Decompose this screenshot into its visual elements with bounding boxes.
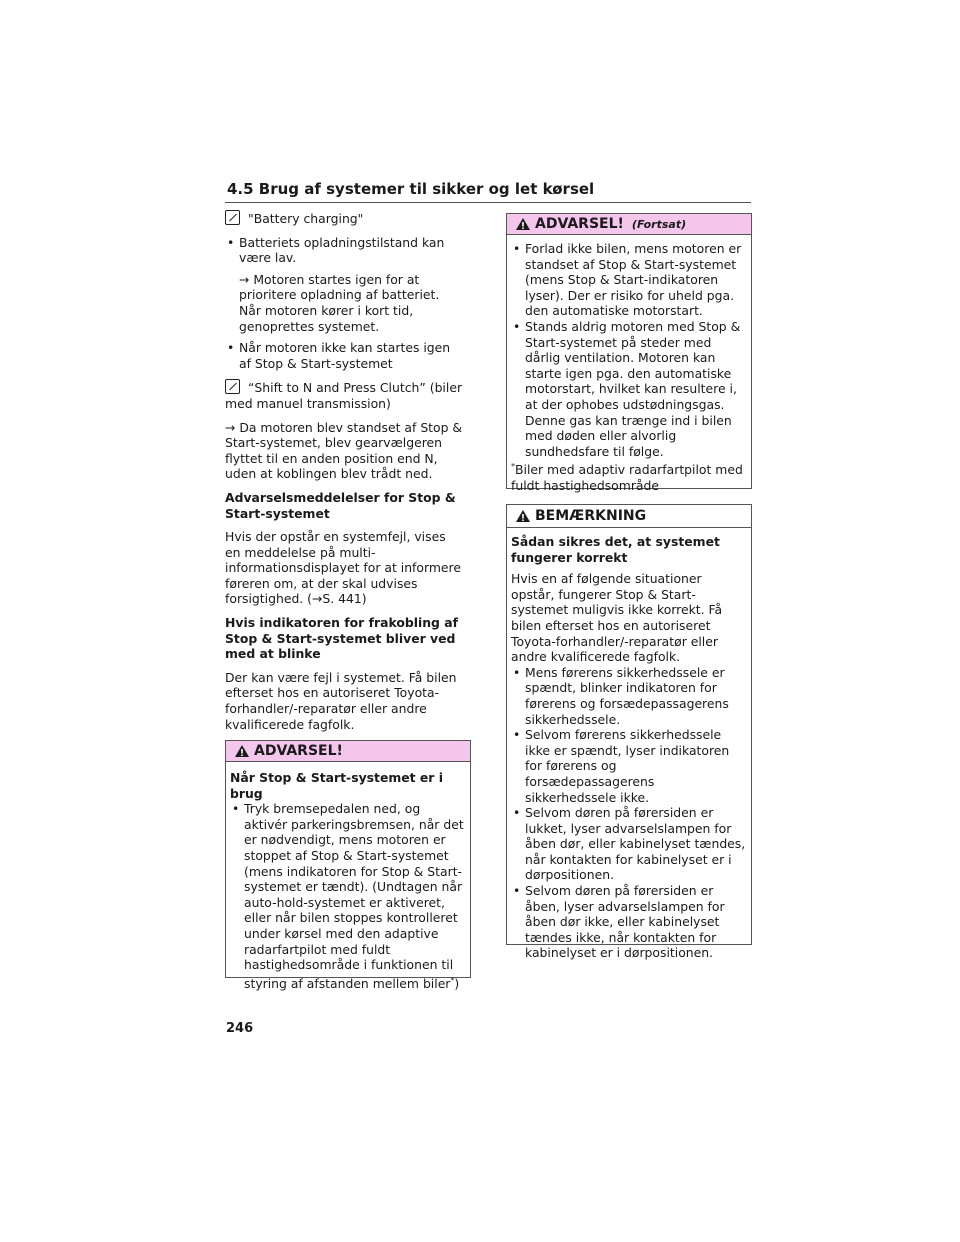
footnote-text: Biler med adaptiv radarfartpilot med fuldt hastighedsområde — [511, 462, 743, 493]
list-item: • Selvom døren på førersiden er lukket, lyser advarselslampen for åben dør, eller kabinelyset tændes, når kontakten for kabinelyset er i dørpositionen. — [511, 805, 747, 883]
message-shift — [225, 379, 465, 411]
arrow-text: → Da motoren blev standset af Stop & Start-systemet, blev gearvælgeren flyttet til en anden position end N, uden at koblingen blev trådt ned. — [225, 419, 463, 482]
subheading: Advarselsmeddelelser for Stop & Start-systemet — [225, 489, 456, 521]
warning-body — [226, 762, 470, 995]
page-number: 246 — [226, 1021, 254, 1036]
note-header — [507, 505, 751, 528]
arrow-text: → Motoren startes igen for at prioritere opladning af batteriet. Når motoren kører i kort tid, genoprettes systemet. — [239, 271, 440, 334]
warning-triangle-icon — [515, 217, 531, 231]
message-label: “Shift to N and Press Clutch” (biler med manuel transmission) — [225, 380, 463, 411]
warning-body — [507, 235, 751, 498]
paragraph: Hvis der opstår en systemfejl, vises en meddelelse på multi-informationsdisplayet for at informere føreren om, at der skal udvises forsigtighed. (→S. 441) — [225, 529, 462, 607]
list-item: • Batteriets opladningstilstand kan være lav. — [225, 235, 465, 266]
section-header — [225, 178, 751, 203]
list-item-text: Tryk bremsepedalen ned, og aktivér parkeringsbremsen, når det er nødvendigt, mens motoren er stoppet af Stop & Start-systemet (mens indikatoren for Stop & Start-systemet er tændt). (Undtagen når auto-hold-systemet er aktiveret, eller når bilen stoppes kontrolleret under kørsel med den adaptive radarfartpilot med fuldt hastighedsområde i funktionen til styring af afstanden mellem biler — [244, 801, 464, 991]
stop-start-off-icon — [225, 379, 240, 394]
footnote — [511, 459, 747, 493]
list-item: • Når motoren ikke kan startes igen af Stop & Start-systemet — [225, 340, 465, 371]
warning-title: ADVARSEL! — [254, 743, 343, 759]
left-column — [225, 210, 465, 740]
message-battery — [225, 210, 465, 227]
section-title: 4.5 Brug af systemer til sikker og let kørsel — [227, 180, 595, 198]
list-item-text-end: ) — [454, 975, 460, 991]
list-item: • Selvom førerens sikkerhedssele ikke er spændt, lyser indikatoren for førerens og forsædepassagerens sikkerhedssele ikke. — [511, 727, 747, 805]
warning-heading: Når Stop & Start-systemet er i brug — [230, 770, 443, 801]
warning-box — [225, 740, 471, 991]
warning-header — [226, 741, 470, 762]
footnote-marker: * — [450, 975, 455, 985]
warning-header — [507, 214, 751, 235]
warning-subtitle: (Fortsat) — [631, 217, 687, 231]
list-item: • Stands aldrig motoren med Stop & Start-systemet på steder med dårlig ventilation. Motoren kan starte igen pga. den automatiske motorstart, hvilket kan resultere i, at der ophobes udstødningsgas. Denne gas kan trænge ind i bilen med døden eller alvorlig sundhedsfare til følge. — [511, 319, 747, 459]
paragraph: Der kan være fejl i systemet. Få bilen efterset hos en autoriseret Toyota-forhandler/-reparatør eller andre kvalificerede fagfolk. — [225, 669, 457, 732]
list-item: • Mens førerens sikkerhedssele er spændt, blinker indikatoren for førerens og forsædepassagerens sikkerhedssele. — [511, 665, 747, 727]
list-item: • Forlad ikke bilen, mens motoren er standset af Stop & Start-systemet (mens Stop & Start-indikatoren lyser). Der er risiko for uheld pga. den automatiske motorstart. — [511, 241, 747, 319]
note-heading: Sådan sikres det, at systemet fungerer korrekt — [511, 534, 720, 565]
message-label: "Battery charging" — [248, 211, 364, 226]
stop-start-off-icon — [225, 210, 240, 225]
list-item: • Selvom døren på førersiden er åben, lyser advarselslampen for åben dør ikke, eller kabinelyset tændes ikke, når kontakten for kabinelyset er i dørpositionen. — [511, 883, 747, 961]
warning-triangle-icon — [234, 744, 250, 758]
note-paragraph: Hvis en af følgende situationer opstår, fungerer Stop & Start-systemet muligvis ikke korrekt. Få bilen efterset hos en autoriseret Toyota-forhandler/-reparatør eller andre kvalificerede fagfolk. — [511, 571, 723, 665]
subheading: Hvis indikatoren for frakobling af Stop & Start-systemet bliver ved med at blinke — [225, 615, 458, 662]
note-title: BEMÆRKNING — [535, 508, 647, 524]
footnote-marker: * — [511, 462, 515, 472]
warning-title: ADVARSEL! — [535, 216, 624, 232]
warning-box-continued — [506, 213, 752, 493]
warning-triangle-icon — [515, 509, 531, 523]
note-body — [507, 528, 751, 965]
list-item — [230, 801, 466, 991]
note-box — [506, 504, 752, 961]
